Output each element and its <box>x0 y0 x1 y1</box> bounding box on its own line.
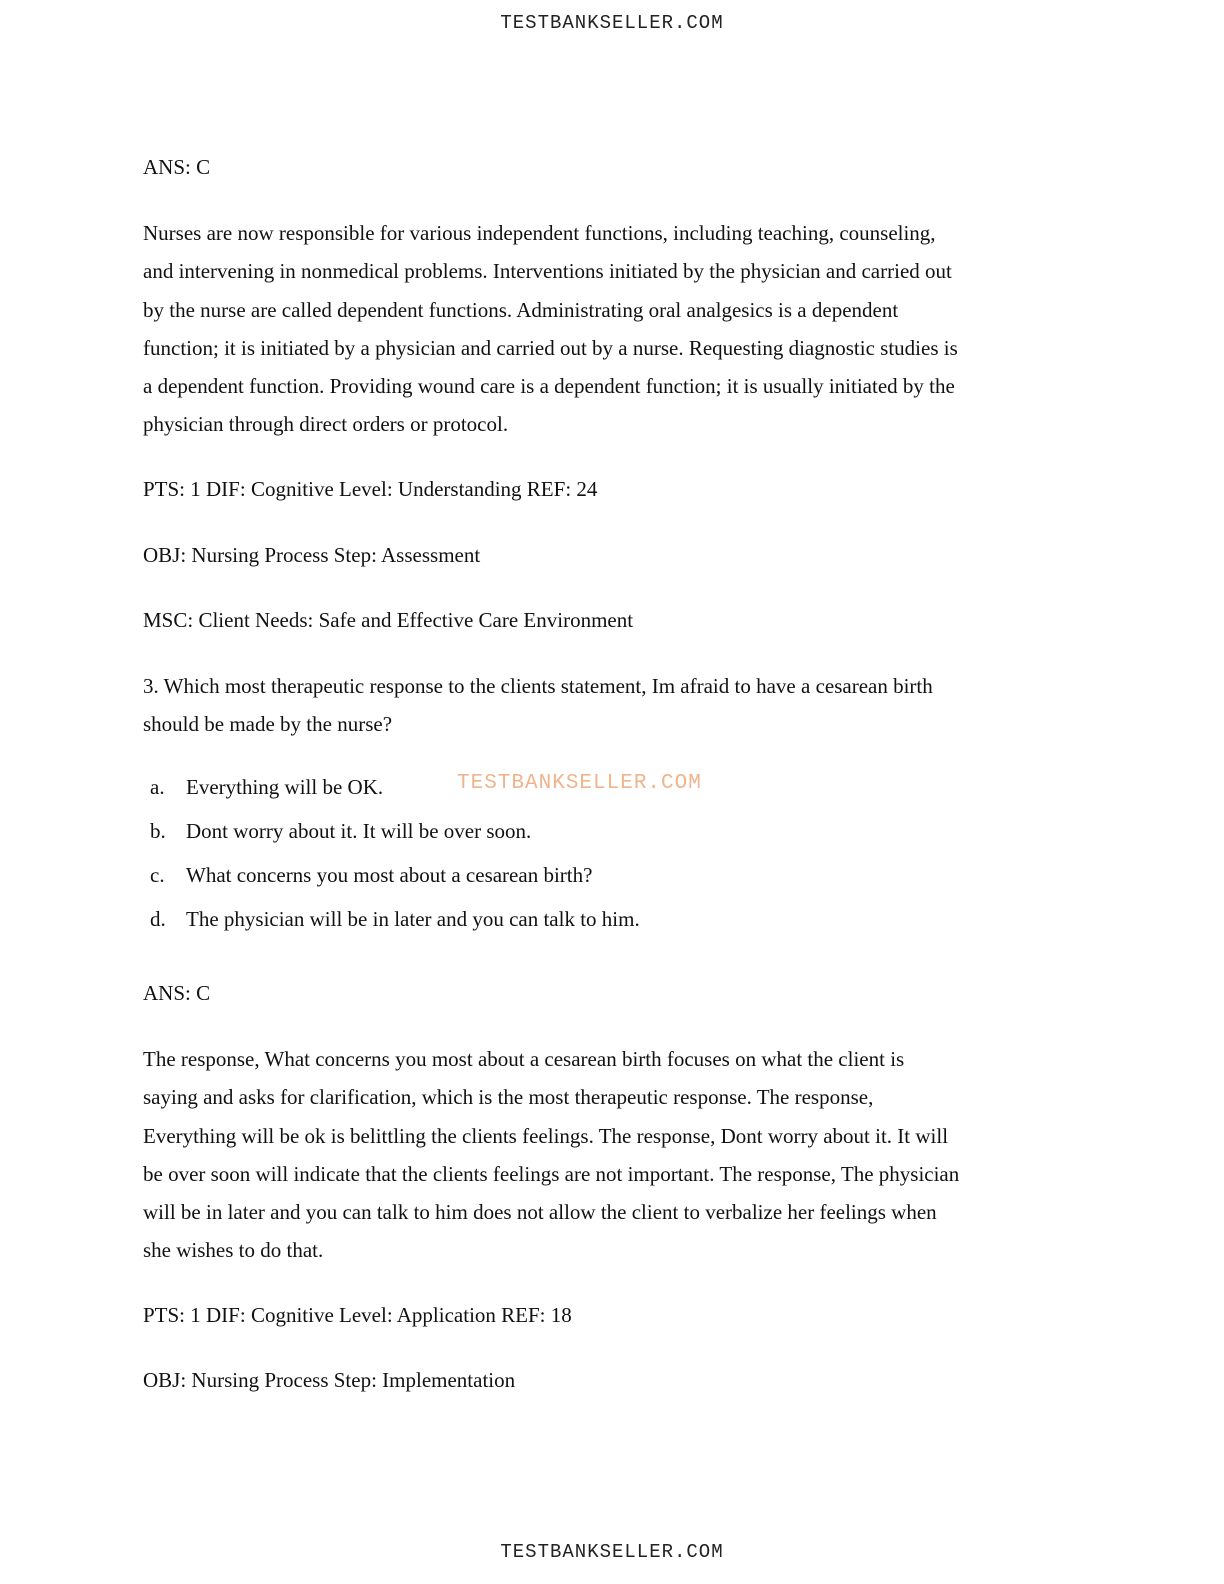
text-line: Nurses are now responsible for various independent functions, including teaching, counseling, <box>143 221 936 245</box>
option-text: The physician will be in later and you can talk to him. <box>186 907 640 931</box>
objective: OBJ: Nursing Process Step: Implementation <box>143 1368 516 1392</box>
text-line: should be made by the nurse? <box>143 712 393 737</box>
text-line: Everything will be ok is belittling the clients feelings. The response, Dont worry about it. It will <box>143 1123 949 1148</box>
text-line: and intervening in nonmedical problems. Interventions initiated by the physician and carried out <box>143 259 952 284</box>
answer-label: ANS: C <box>143 981 211 1005</box>
text-line: she wishes to do that. <box>143 1238 324 1263</box>
text-line: by the nurse are called dependent functions. Administrating oral analgesics is a dependent <box>143 297 899 322</box>
text-line: saying and asks for clarification, which is the most therapeutic response. The response, <box>143 1085 874 1110</box>
option-d <box>150 907 640 932</box>
page-footer: TESTBANKSELLER.COM <box>500 1541 724 1563</box>
text-line: physician through direct orders or protocol. <box>143 412 509 437</box>
option-letter: d. <box>150 907 166 931</box>
option-letter: a. <box>150 775 165 799</box>
text-line: be over soon will indicate that the clients feelings are not important. The response, The physician <box>143 1161 960 1186</box>
option-letter: b. <box>150 819 166 843</box>
option-a <box>150 775 383 800</box>
rationale-paragraph <box>143 214 958 444</box>
option-text: What concerns you most about a cesarean birth? <box>186 863 593 887</box>
rationale-paragraph <box>143 1040 959 1270</box>
points-difficulty: PTS: 1 DIF: Cognitive Level: Understanding REF: 24 <box>143 477 598 501</box>
option-c <box>150 863 592 888</box>
text-line: 3. Which most therapeutic response to the clients statement, Im afraid to have a cesarean birth <box>143 674 933 698</box>
objective: OBJ: Nursing Process Step: Assessment <box>143 543 481 567</box>
text-line: function; it is initiated by a physician and carried out by a nurse. Requesting diagnostic studies is <box>143 335 958 360</box>
watermark: TESTBANKSELLER.COM <box>457 772 702 795</box>
option-text: Everything will be OK. <box>186 775 384 799</box>
option-b <box>150 819 531 844</box>
option-letter: c. <box>150 863 165 887</box>
question-stem <box>143 667 933 744</box>
option-text: Dont worry about it. It will be over soon. <box>186 819 532 843</box>
answer-label: ANS: C <box>143 155 211 179</box>
text-line: The response, What concerns you most about a cesarean birth focuses on what the client is <box>143 1047 905 1071</box>
points-difficulty: PTS: 1 DIF: Cognitive Level: Application REF: 18 <box>143 1303 572 1327</box>
text-line: will be in later and you can talk to him does not allow the client to verbalize her feelings when <box>143 1200 937 1225</box>
text-line: a dependent function. Providing wound care is a dependent function; it is usually initiated by the <box>143 374 955 399</box>
client-needs: MSC: Client Needs: Safe and Effective Care Environment <box>143 608 634 632</box>
page-header: TESTBANKSELLER.COM <box>500 12 724 34</box>
